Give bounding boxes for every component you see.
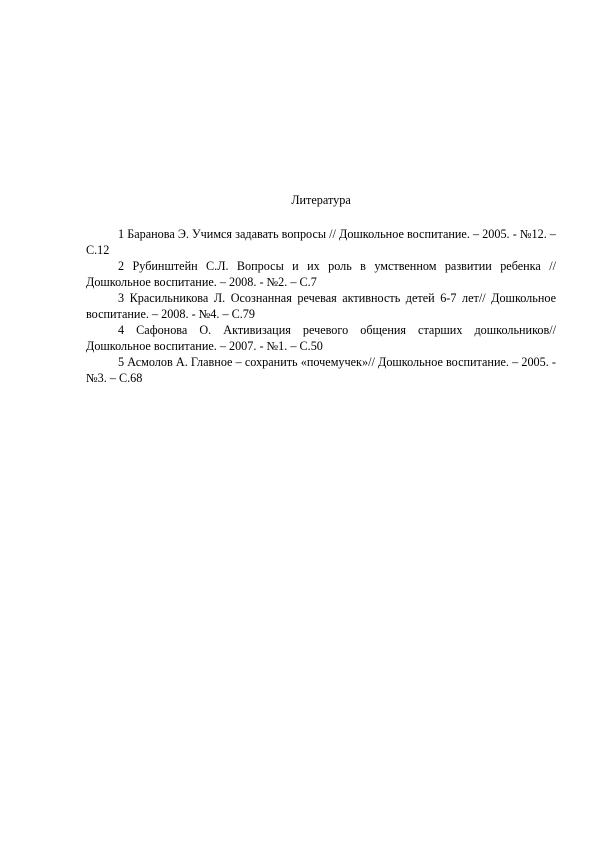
reference-item: 1 Баранова Э. Учимся задавать вопросы // Дошкольное воспитание. – 2005. - №12. – С.12 <box>86 227 556 257</box>
reference-list <box>86 226 556 386</box>
document-content <box>86 192 556 386</box>
reference-item: 3 Красильникова Л. Осознанная речевая активность детей 6-7 лет// Дошкольное воспитание. – 2008. - №4. – С.79 <box>86 291 556 321</box>
reference-item: 2 Рубинштейн С.Л. Вопросы и их роль в умственном развитии ребенка //Дошкольное воспитание. – 2008. - №2. – С.7 <box>86 259 556 289</box>
reference-item: 4 Сафонова О. Активизация речевого общения старших дошкольников// Дошкольное воспитание. – 2007. - №1. – С.50 <box>86 323 556 353</box>
reference-item: 5 Асмолов А. Главное – сохранить «почемучек»// Дошкольное воспитание. – 2005. - №3. – С.68 <box>86 355 556 385</box>
section-heading: Литература <box>291 193 351 207</box>
